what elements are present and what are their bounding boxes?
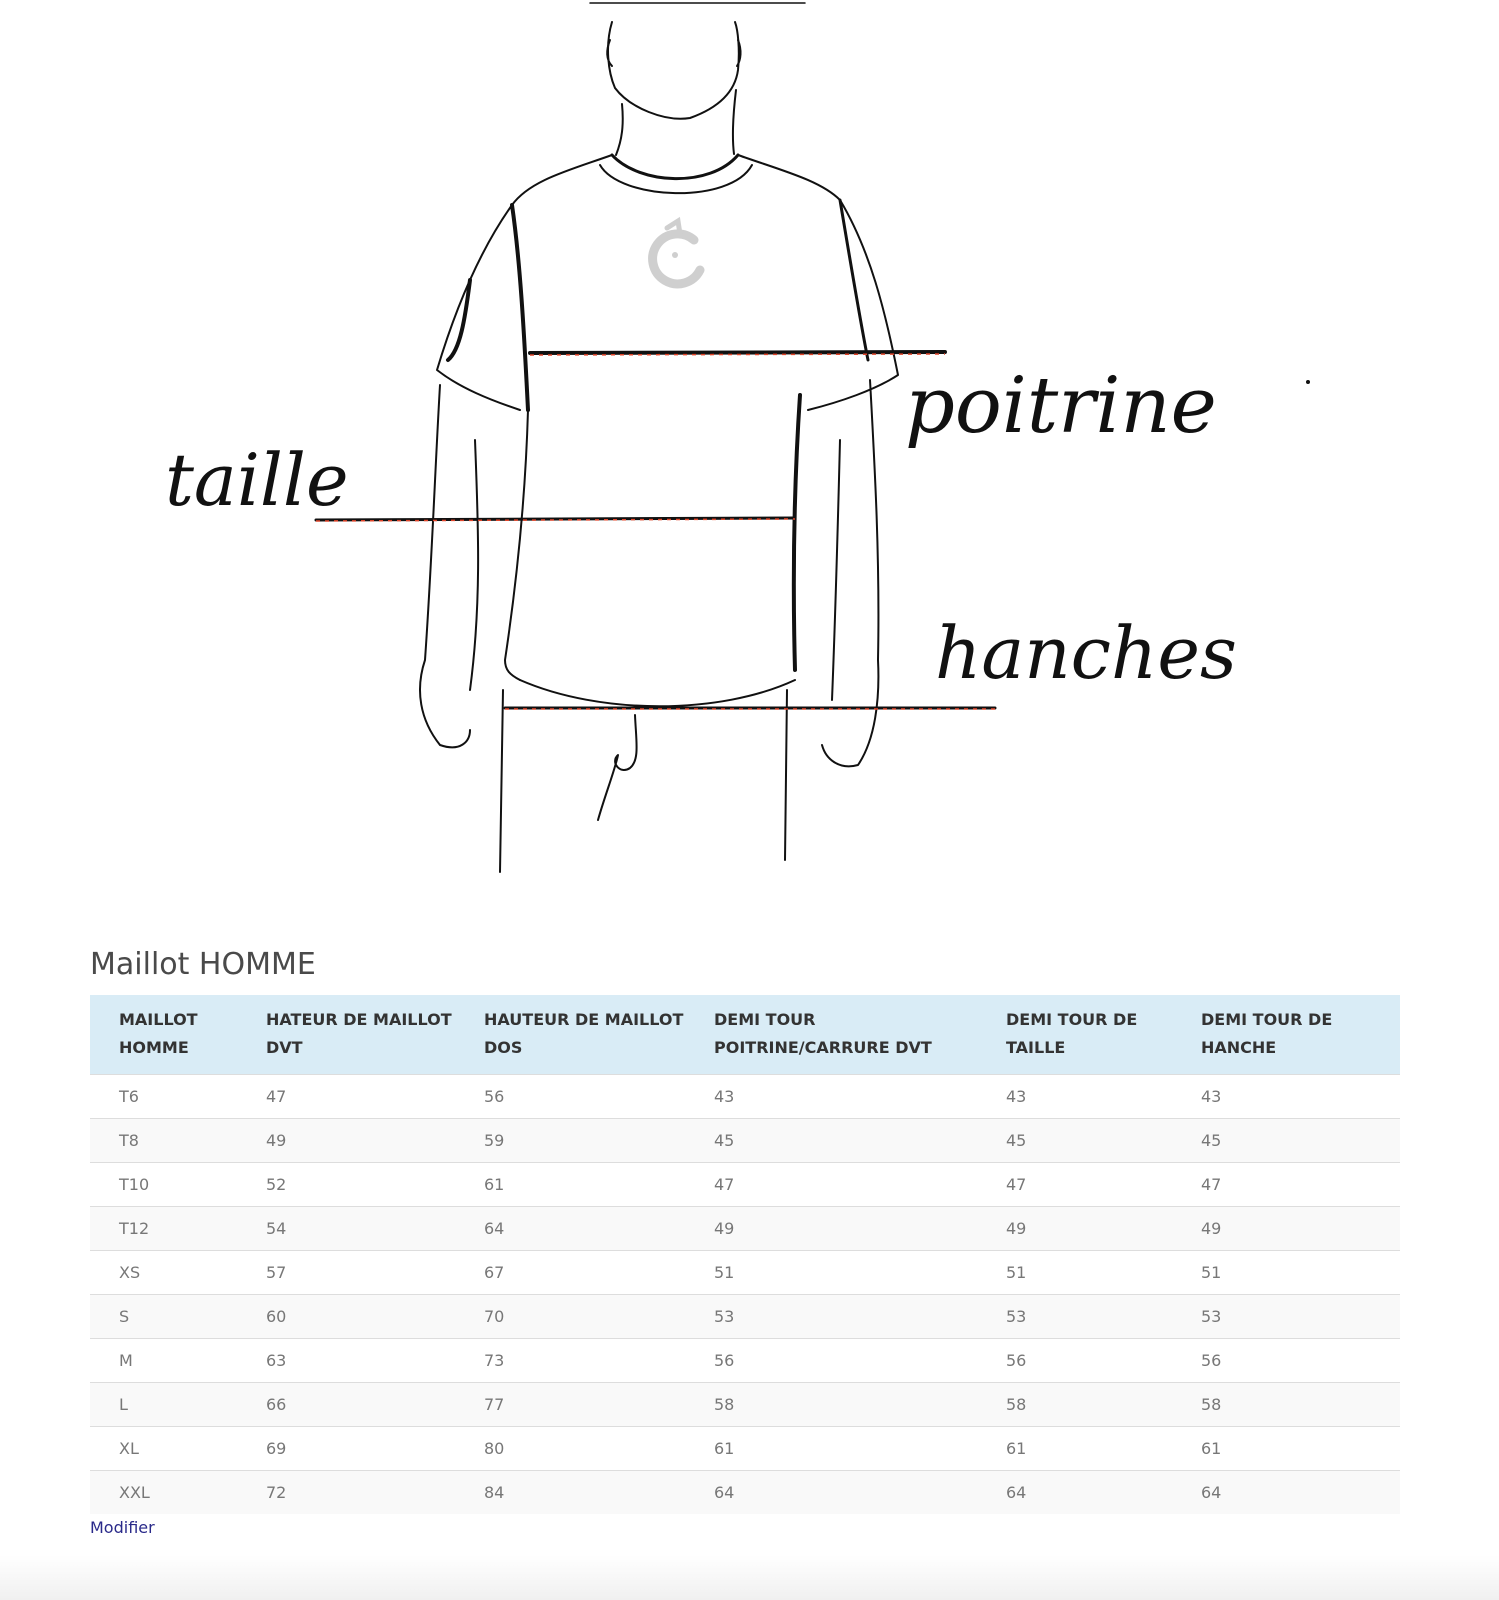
table-cell: 47 <box>996 1163 1191 1207</box>
table-cell: 61 <box>704 1427 996 1471</box>
chest-label: poitrine <box>905 361 1217 451</box>
table-row <box>90 1383 1400 1427</box>
table-cell: 59 <box>474 1119 704 1163</box>
table-cell: 58 <box>704 1383 996 1427</box>
table-cell: 53 <box>1191 1295 1400 1339</box>
table-cell: T8 <box>90 1119 256 1163</box>
table-row <box>90 1339 1400 1383</box>
waist-label: taille <box>165 438 349 522</box>
table-body <box>90 1075 1400 1515</box>
table-row <box>90 1075 1400 1119</box>
table-cell: 66 <box>256 1383 474 1427</box>
size-table <box>90 995 1400 1514</box>
table-cell: T6 <box>90 1075 256 1119</box>
table-row <box>90 1427 1400 1471</box>
table-cell: 49 <box>1191 1207 1400 1251</box>
table-header-row <box>90 995 1400 1075</box>
table-cell: 53 <box>704 1295 996 1339</box>
table-cell: 61 <box>474 1163 704 1207</box>
edit-link[interactable]: Modifier <box>90 1518 155 1537</box>
table-cell: 45 <box>1191 1119 1400 1163</box>
table-row <box>90 1119 1400 1163</box>
table-cell: 47 <box>704 1163 996 1207</box>
table-cell: 72 <box>256 1471 474 1515</box>
table-cell: T12 <box>90 1207 256 1251</box>
table-cell: 43 <box>1191 1075 1400 1119</box>
column-header: DEMI TOUR DE TAILLE <box>1006 1010 1138 1057</box>
table-cell: 56 <box>996 1339 1191 1383</box>
column-header: HAUTEUR DE MAILLOT DOS <box>484 1010 684 1057</box>
table-cell: 53 <box>996 1295 1191 1339</box>
table-cell: 64 <box>474 1207 704 1251</box>
table-cell: 43 <box>704 1075 996 1119</box>
table-cell: 49 <box>996 1207 1191 1251</box>
table-cell: 63 <box>256 1339 474 1383</box>
table-cell: 80 <box>474 1427 704 1471</box>
table-cell: 49 <box>256 1119 474 1163</box>
table-cell: 64 <box>996 1471 1191 1515</box>
table-cell: 51 <box>704 1251 996 1295</box>
table-cell: 45 <box>996 1119 1191 1163</box>
table-cell: 77 <box>474 1383 704 1427</box>
table-cell: 51 <box>1191 1251 1400 1295</box>
table-row <box>90 1207 1400 1251</box>
table-row <box>90 1295 1400 1339</box>
table-cell: 43 <box>996 1075 1191 1119</box>
table-cell: 70 <box>474 1295 704 1339</box>
table-cell: 52 <box>256 1163 474 1207</box>
table-cell: 69 <box>256 1427 474 1471</box>
table-row <box>90 1163 1400 1207</box>
table-row <box>90 1471 1400 1515</box>
column-header: MAILLOT HOMME <box>119 1010 198 1057</box>
table-cell: 61 <box>1191 1427 1400 1471</box>
table-cell: 61 <box>996 1427 1191 1471</box>
table-cell: T10 <box>90 1163 256 1207</box>
refresh-c-icon <box>653 221 700 284</box>
column-header: HATEUR DE MAILLOT DVT <box>266 1010 452 1057</box>
table-cell: L <box>90 1383 256 1427</box>
section-title: Maillot HOMME <box>90 947 316 982</box>
table-cell: 64 <box>1191 1471 1400 1515</box>
table-cell: 84 <box>474 1471 704 1515</box>
table-cell: 56 <box>1191 1339 1400 1383</box>
table-cell: 54 <box>256 1207 474 1251</box>
hips-label: hanches <box>935 611 1237 695</box>
table-cell: 58 <box>1191 1383 1400 1427</box>
table-cell: 51 <box>996 1251 1191 1295</box>
table-cell: 73 <box>474 1339 704 1383</box>
table-cell: 47 <box>256 1075 474 1119</box>
table-cell: XXL <box>90 1471 256 1515</box>
size-chart-section <box>90 945 1400 1537</box>
table-cell: 60 <box>256 1295 474 1339</box>
table-cell: 45 <box>704 1119 996 1163</box>
table-cell: 67 <box>474 1251 704 1295</box>
table-cell: 58 <box>996 1383 1191 1427</box>
table-row <box>90 1251 1400 1295</box>
table-cell: 47 <box>1191 1163 1400 1207</box>
table-cell: 64 <box>704 1471 996 1515</box>
table-cell: 56 <box>704 1339 996 1383</box>
column-header: DEMI TOUR DE HANCHE <box>1201 1010 1333 1057</box>
table-cell: 56 <box>474 1075 704 1119</box>
table-cell: XS <box>90 1251 256 1295</box>
table-cell: 49 <box>704 1207 996 1251</box>
table-cell: 57 <box>256 1251 474 1295</box>
table-cell: XL <box>90 1427 256 1471</box>
bottom-fade <box>0 1555 1499 1600</box>
table-cell: M <box>90 1339 256 1383</box>
column-header: DEMI TOUR POITRINE/CARRURE DVT <box>714 1010 932 1057</box>
table-cell: S <box>90 1295 256 1339</box>
